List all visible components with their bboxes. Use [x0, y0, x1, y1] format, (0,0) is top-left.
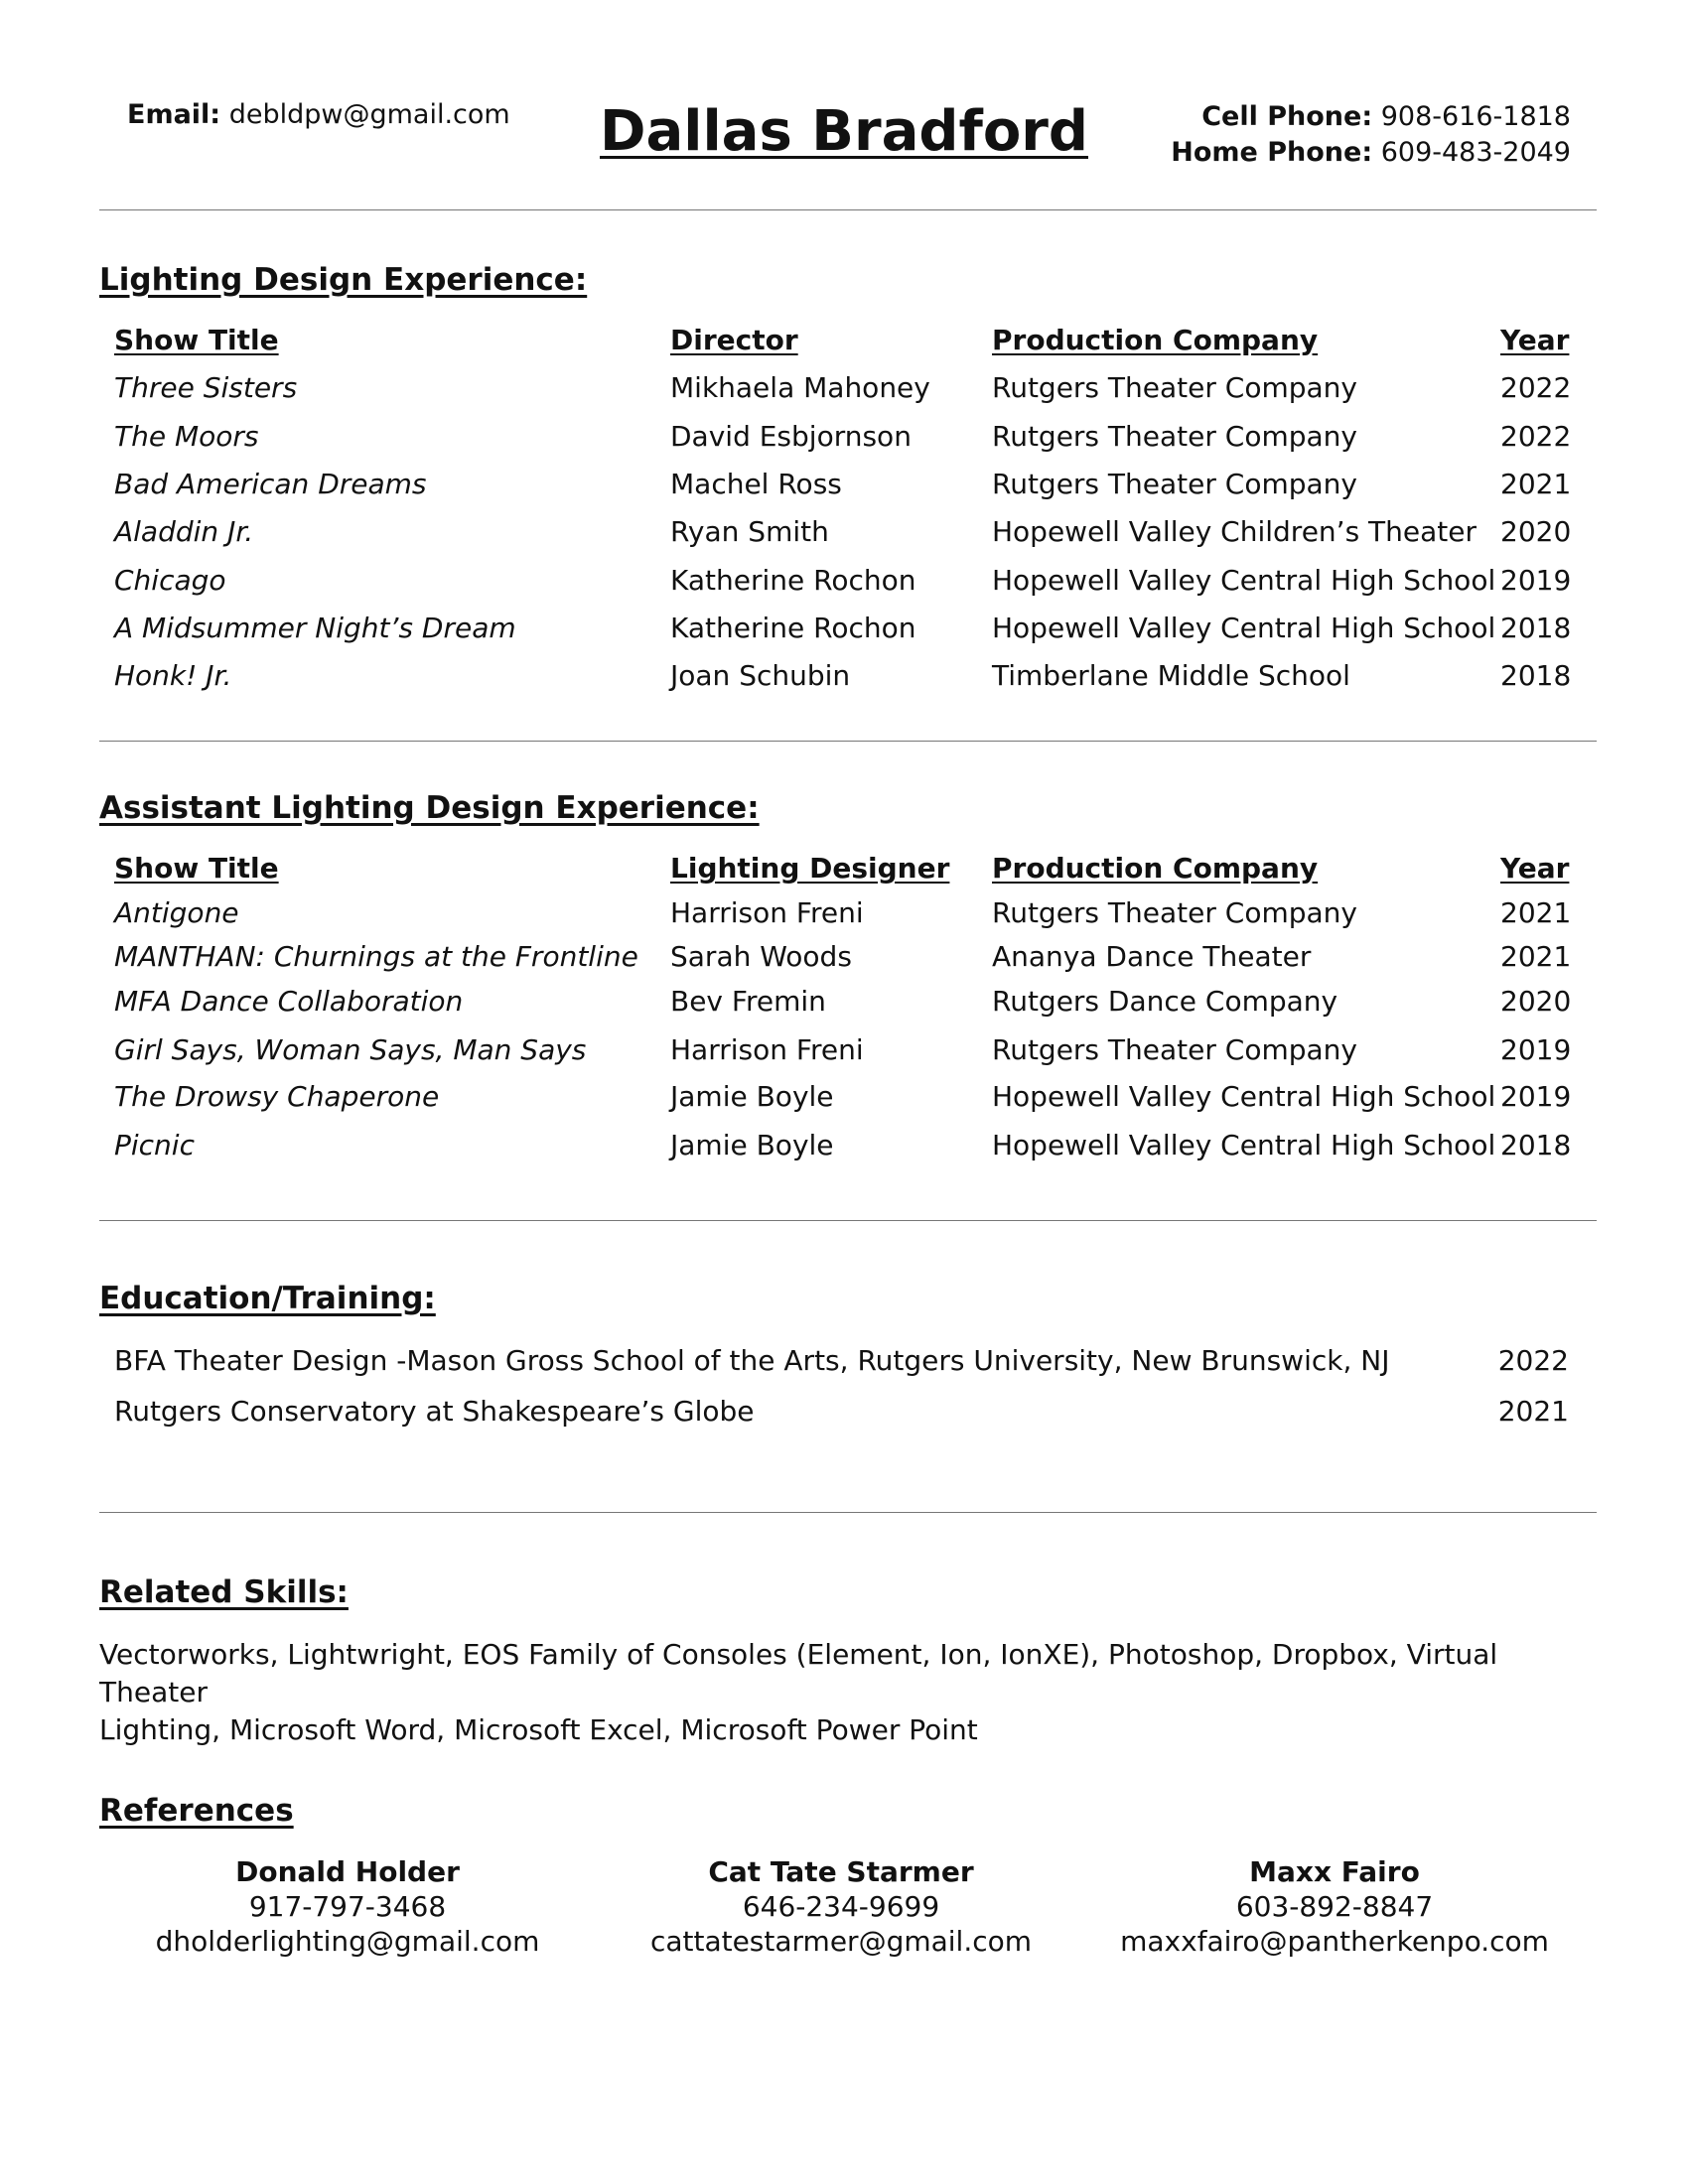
lighting-designer: Harrison Freni: [670, 896, 864, 929]
reference-name: Cat Tate Starmer: [708, 1855, 974, 1888]
reference-phone: 917-797-3468: [248, 1890, 447, 1923]
company: Hopewell Valley Central High School: [992, 612, 1496, 644]
company: Hopewell Valley Central High School: [992, 1080, 1496, 1113]
director: Katherine Rochon: [670, 564, 916, 597]
show-title: Bad American Dreams: [114, 468, 427, 500]
skills-line: Lighting, Microsoft Word, Microsoft Excel, Microsoft Power Point: [99, 1713, 978, 1746]
company: Ananya Dance Theater: [992, 940, 1312, 973]
table-row: [114, 420, 1574, 460]
lighting-designer: Jamie Boyle: [670, 1080, 834, 1113]
year: 2022: [1500, 420, 1572, 453]
table-row: [114, 1129, 1574, 1168]
divider: [99, 209, 1597, 210]
cell-label: Cell Phone:: [1201, 101, 1373, 132]
education-text: BFA Theater Design -Mason Gross School of the Arts, Rutgers University, New Brunswick, NJ: [114, 1344, 1390, 1377]
company: Rutgers Theater Company: [992, 371, 1357, 404]
lighting-designer: Jamie Boyle: [670, 1129, 834, 1161]
lighting-designer: Bev Fremin: [670, 985, 826, 1018]
education-year: 2021: [1497, 1395, 1569, 1428]
table-row: [114, 659, 1574, 699]
reference-name: Maxx Fairo: [1249, 1855, 1420, 1888]
col-header: Director: [670, 324, 798, 356]
company: Rutgers Theater Company: [992, 468, 1357, 500]
table-row: [114, 896, 1574, 936]
year: 2020: [1500, 985, 1572, 1018]
director: Machel Ross: [670, 468, 842, 500]
reference-card: [1086, 1854, 1583, 1959]
year: 2018: [1500, 612, 1572, 644]
show-title: MFA Dance Collaboration: [114, 985, 464, 1018]
col-header: Show Title: [114, 324, 279, 356]
show-title: A Midsummer Night’s Dream: [114, 612, 516, 644]
section-title-lighting: Lighting Design Experience:: [99, 262, 588, 298]
table-row: [114, 940, 1574, 980]
show-title: Picnic: [114, 1129, 195, 1161]
lighting-designer: Harrison Freni: [670, 1033, 864, 1066]
show-title: Antigone: [114, 896, 239, 929]
col-header: Production Company: [992, 852, 1319, 885]
year: 2019: [1500, 1033, 1572, 1066]
year: 2019: [1500, 564, 1572, 597]
reference-email[interactable]: cattatestarmer@gmail.com: [649, 1925, 1033, 1958]
col-header: Lighting Designer: [670, 852, 950, 885]
education-year: 2022: [1497, 1344, 1569, 1377]
education-item: [114, 1395, 1569, 1428]
company: Timberlane Middle School: [992, 659, 1350, 692]
company: Rutgers Theater Company: [992, 896, 1357, 929]
phone-block: [1171, 99, 1571, 171]
year: 2018: [1500, 659, 1572, 692]
table-row: [114, 985, 1574, 1024]
section-title-education: Education/Training:: [99, 1281, 436, 1316]
reference-card: [99, 1854, 596, 1959]
show-title: Girl Says, Woman Says, Man Says: [114, 1033, 587, 1066]
col-header: Show Title: [114, 852, 279, 885]
year: 2020: [1500, 515, 1572, 548]
show-title: MANTHAN: Churnings at the Frontline: [114, 940, 638, 973]
director: Ryan Smith: [670, 515, 829, 548]
company: Hopewell Valley Central High School: [992, 1129, 1496, 1161]
table-row: [114, 1080, 1574, 1120]
table-row: [114, 564, 1574, 604]
table-row: [114, 468, 1574, 507]
table-header: [114, 324, 1574, 363]
skills-line: Vectorworks, Lightwright, EOS Family of Consoles (Element, Ion, IonXE), Photoshop, Dropbox, Virtual Theater: [99, 1638, 1498, 1708]
education-text: Rutgers Conservatory at Shakespeare’s Globe: [114, 1395, 755, 1428]
year: 2021: [1500, 940, 1572, 973]
show-title: Chicago: [114, 564, 226, 597]
show-title: Three Sisters: [114, 371, 298, 404]
year: 2021: [1500, 896, 1572, 929]
page-title: Dallas Bradford: [600, 99, 1088, 164]
section-title-assistant: Assistant Lighting Design Experience:: [99, 790, 760, 826]
show-title: The Drowsy Chaperone: [114, 1080, 440, 1113]
lighting-designer: Sarah Woods: [670, 940, 852, 973]
reference-email[interactable]: dholderlighting@gmail.com: [155, 1925, 540, 1958]
director: Katherine Rochon: [670, 612, 916, 644]
year: 2021: [1500, 468, 1572, 500]
company: Hopewell Valley Children’s Theater: [992, 515, 1477, 548]
show-title: Honk! Jr.: [114, 659, 232, 692]
col-header: Production Company: [992, 324, 1319, 356]
home-value: 609-483-2049: [1380, 137, 1571, 168]
education-item: [114, 1344, 1569, 1377]
table-row: [114, 1033, 1574, 1073]
year: 2019: [1500, 1080, 1572, 1113]
show-title: Aladdin Jr.: [114, 515, 254, 548]
company: Rutgers Theater Company: [992, 1033, 1357, 1066]
divider: [99, 1512, 1597, 1513]
reference-phone: 646-234-9699: [742, 1890, 940, 1923]
director: Joan Schubin: [670, 659, 851, 692]
section-title-skills: Related Skills:: [99, 1574, 349, 1610]
reference-email[interactable]: maxxfairo@pantherkenpo.com: [1120, 1925, 1549, 1958]
home-label: Home Phone:: [1171, 137, 1373, 168]
col-header: Year: [1500, 324, 1570, 356]
director: David Esbjornson: [670, 420, 912, 453]
company: Rutgers Theater Company: [992, 420, 1357, 453]
reference-name: Donald Holder: [235, 1855, 460, 1888]
table-row: [114, 371, 1574, 411]
email-label: Email:: [127, 99, 221, 130]
reference-card: [593, 1854, 1089, 1959]
col-header: Year: [1500, 852, 1570, 885]
reference-phone: 603-892-8847: [1235, 1890, 1434, 1923]
company: Hopewell Valley Central High School: [992, 564, 1496, 597]
section-title-references: References: [99, 1793, 294, 1829]
table-row: [114, 515, 1574, 555]
cell-value: 908-616-1818: [1380, 101, 1571, 132]
divider: [99, 741, 1597, 742]
table-row: [114, 612, 1574, 651]
table-header: [114, 852, 1574, 891]
year: 2022: [1500, 371, 1572, 404]
director: Mikhaela Mahoney: [670, 371, 930, 404]
year: 2018: [1500, 1129, 1572, 1161]
skills-text: [99, 1636, 1589, 1749]
email-value[interactable]: debldpw@gmail.com: [228, 99, 510, 130]
show-title: The Moors: [114, 420, 259, 453]
divider: [99, 1220, 1597, 1221]
company: Rutgers Dance Company: [992, 985, 1338, 1018]
